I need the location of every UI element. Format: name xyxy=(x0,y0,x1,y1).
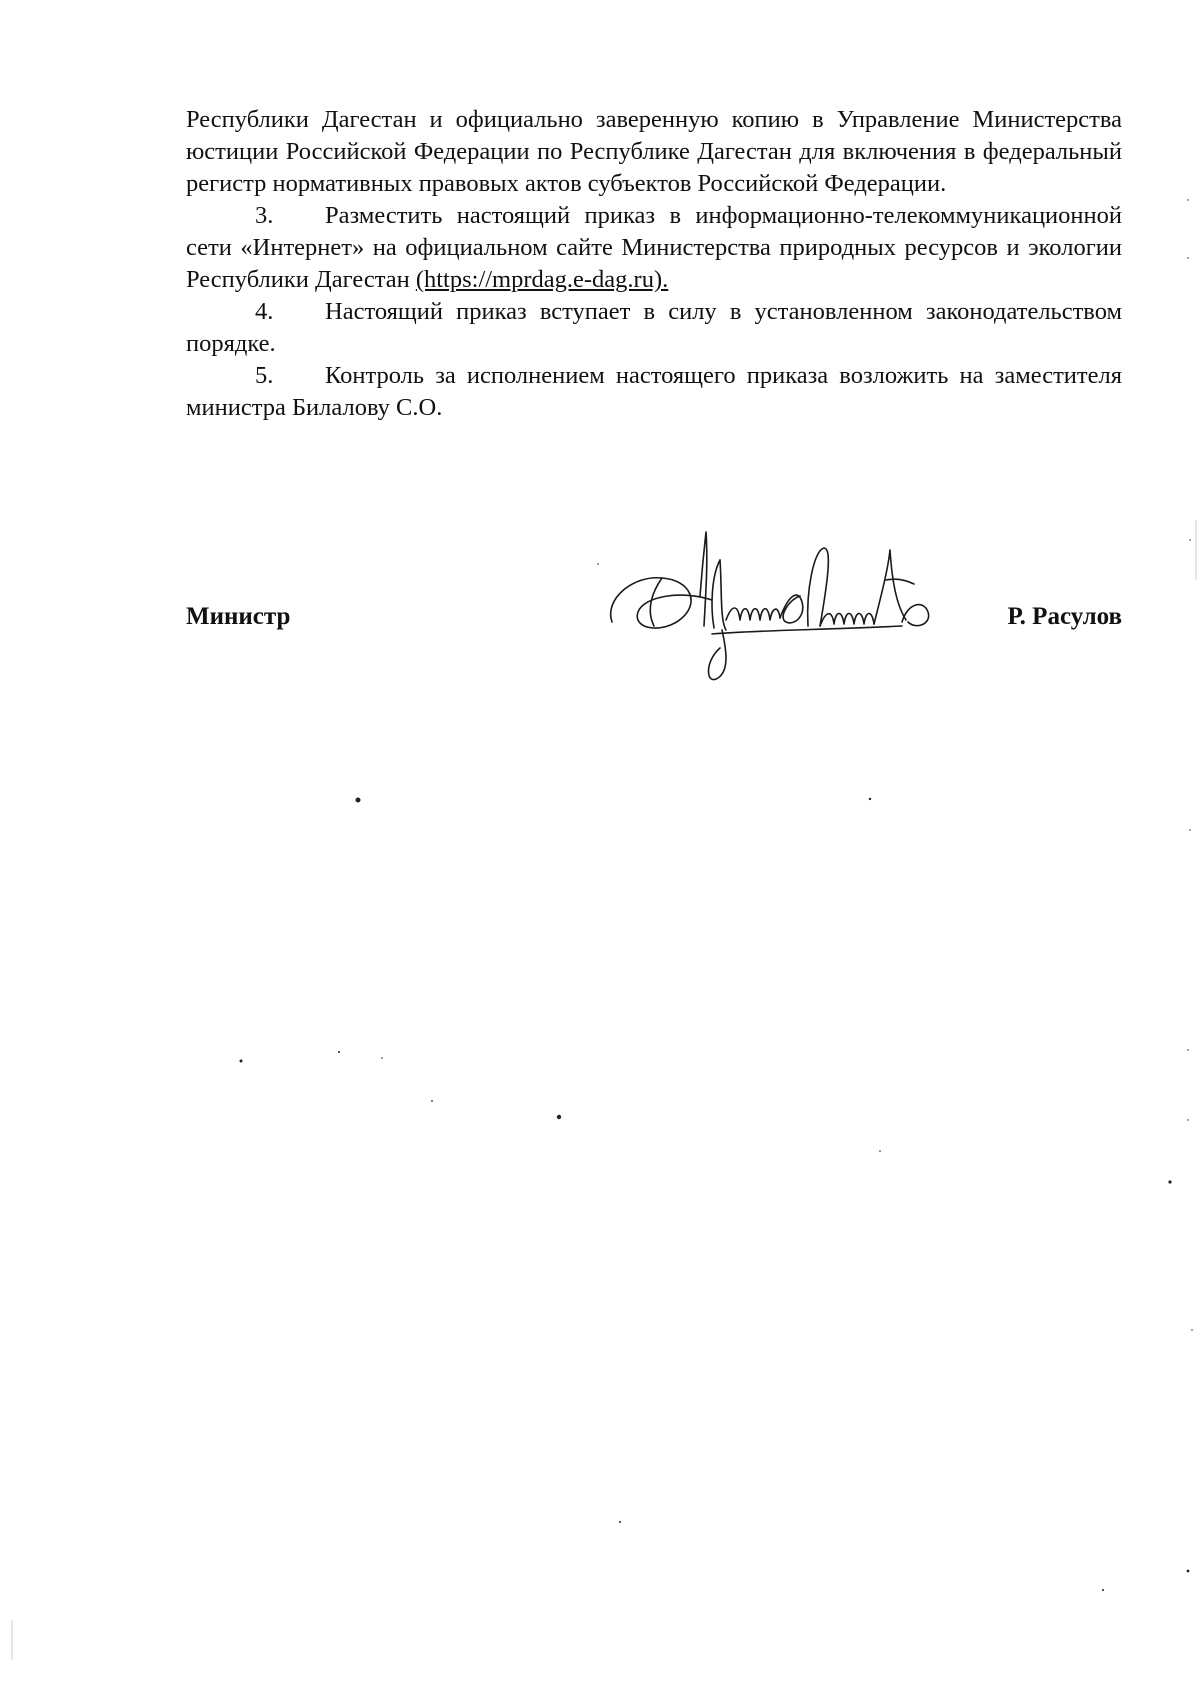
document-body xyxy=(186,104,1122,424)
item-text: Разместить настоящий приказ в информационно-телекоммуникационной сети «Интернет» на официальном сайте Министерства природных ресурсов и экологии Республики Дагестан xyxy=(186,202,1122,293)
list-item-4 xyxy=(186,296,1122,360)
item-text: Контроль за исполнением настоящего приказа возложить на заместителя министра Билалову С.О. xyxy=(186,362,1122,421)
item-number: 5. xyxy=(255,362,274,389)
item-number: 4. xyxy=(255,298,274,325)
item-number: 3. xyxy=(255,202,274,229)
signatory-name: Р. Расулов xyxy=(1007,603,1122,630)
list-item-3 xyxy=(186,200,1122,296)
signatory-title: Министр xyxy=(186,603,291,630)
handwritten-signature-icon xyxy=(602,530,952,700)
item-text: Настоящий приказ вступает в силу в установленном законодательством порядке. xyxy=(186,298,1122,357)
paragraph-continuation: Республики Дагестан и официально заверенную копию в Управление Министерства юстиции Российской Федерации по Республике Дагестан для включения в федеральный регистр нормативных правовых актов субъектов Российской Федерации. xyxy=(186,106,1122,197)
list-item-5 xyxy=(186,360,1122,424)
website-link[interactable]: (https://mprdag.e-dag.ru). xyxy=(415,266,669,293)
